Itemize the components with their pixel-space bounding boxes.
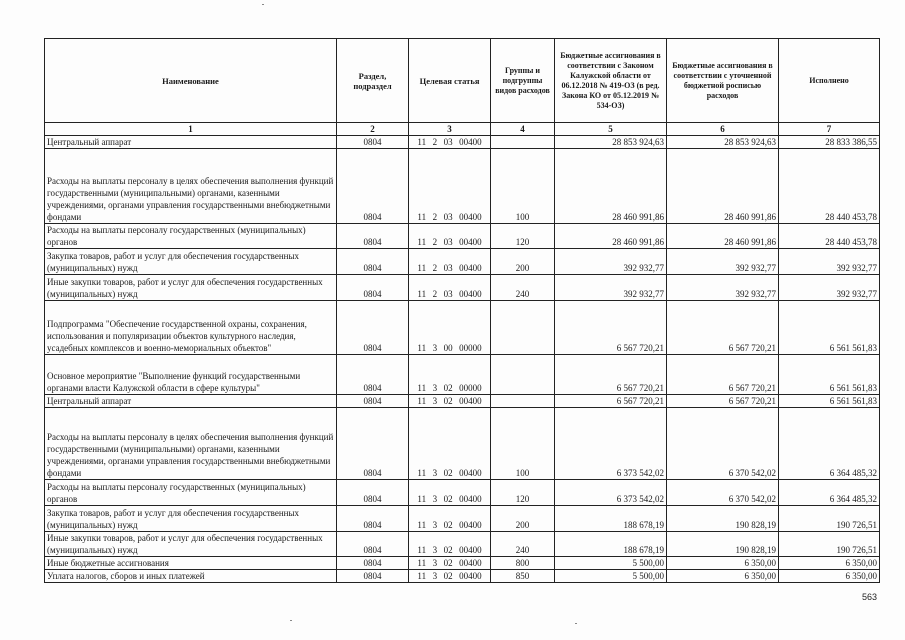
- header-target-article: Целевая статья: [409, 39, 491, 123]
- row-expense-group: 120: [491, 224, 555, 249]
- table-row: [45, 301, 880, 355]
- row-razdel: 0804: [337, 480, 409, 506]
- row-executed: 28 440 453,78: [779, 149, 880, 224]
- table-header-row: [45, 39, 880, 123]
- row-executed: 190 726,51: [779, 532, 880, 557]
- row-assign-law: 188 678,19: [555, 506, 667, 532]
- row-target-article: 11 3 02 00400: [409, 395, 491, 408]
- row-name: Основное мероприятие "Выполнение функций государственными органами власти Калужской области в сфере культуры": [45, 355, 337, 395]
- header-executed: Исполнено: [779, 39, 880, 123]
- row-target-article: 11 3 02 00400: [409, 506, 491, 532]
- header-assign-law: Бюджетные ассигнования в соответствии с Законом Калужской области от 06.12.2018 № 419-ОЗ (в ред. Закона КО от 05.12.2019 № 534-ОЗ): [555, 39, 667, 123]
- scan-speck: [575, 623, 577, 624]
- row-name: Центральный аппарат: [45, 395, 337, 408]
- row-expense-group: 100: [491, 149, 555, 224]
- row-assign-refined: 190 828,19: [667, 532, 779, 557]
- row-expense-group: 100: [491, 408, 555, 480]
- row-name: Закупка товаров, работ и услуг для обеспечения государственных (муниципальных) нужд: [45, 249, 337, 275]
- row-assign-law: 6 373 542,02: [555, 408, 667, 480]
- row-target-article: 11 2 03 00400: [409, 149, 491, 224]
- row-name: Расходы на выплаты персоналу в целях обеспечения выполнения функций государственными (муниципальными) органами, казенными учреждениями, органами управления государственными внебюджетными фондами: [45, 149, 337, 224]
- row-assign-refined: 6 567 720,21: [667, 395, 779, 408]
- column-number: 3: [409, 123, 491, 136]
- row-executed: 28 440 453,78: [779, 224, 880, 249]
- row-assign-law: 28 853 924,63: [555, 136, 667, 149]
- table-row: [45, 506, 880, 532]
- row-executed: 6 561 561,83: [779, 395, 880, 408]
- table-row: [45, 249, 880, 275]
- row-razdel: 0804: [337, 301, 409, 355]
- row-razdel: 0804: [337, 275, 409, 301]
- row-target-article: 11 3 02 00400: [409, 532, 491, 557]
- budget-table: [44, 38, 880, 583]
- row-expense-group: 240: [491, 275, 555, 301]
- row-assign-refined: 6 370 542,02: [667, 480, 779, 506]
- row-executed: 6 364 485,32: [779, 408, 880, 480]
- row-expense-group: [491, 395, 555, 408]
- table-row: [45, 149, 880, 224]
- row-target-article: 11 3 02 00000: [409, 355, 491, 395]
- row-target-article: 11 2 03 00400: [409, 275, 491, 301]
- column-number: 5: [555, 123, 667, 136]
- column-number-row: [45, 123, 880, 136]
- row-expense-group: 200: [491, 506, 555, 532]
- row-expense-group: 800: [491, 557, 555, 570]
- row-executed: 6 350,00: [779, 570, 880, 583]
- row-assign-refined: 6 350,00: [667, 557, 779, 570]
- row-expense-group: [491, 301, 555, 355]
- row-assign-law: 6 567 720,21: [555, 301, 667, 355]
- row-assign-law: 392 932,77: [555, 275, 667, 301]
- row-name: Расходы на выплаты персоналу в целях обеспечения выполнения функций государственными (муниципальными) органами, казенными учреждениями, органами управления государственными внебюджетными фондами: [45, 408, 337, 480]
- table-row: [45, 136, 880, 149]
- header-expense-groups: Группы и подгруппы видов расходов: [491, 39, 555, 123]
- row-razdel: 0804: [337, 408, 409, 480]
- row-name: Расходы на выплаты персоналу государственных (муниципальных) органов: [45, 224, 337, 249]
- row-executed: 190 726,51: [779, 506, 880, 532]
- table-row: [45, 557, 880, 570]
- row-target-article: 11 3 02 00400: [409, 570, 491, 583]
- column-number: 4: [491, 123, 555, 136]
- table-row: [45, 570, 880, 583]
- column-number: 1: [45, 123, 337, 136]
- row-target-article: 11 2 03 00400: [409, 249, 491, 275]
- column-number: 7: [779, 123, 880, 136]
- row-razdel: 0804: [337, 557, 409, 570]
- row-assign-refined: 6 350,00: [667, 570, 779, 583]
- row-expense-group: 240: [491, 532, 555, 557]
- row-name: Иные бюджетные ассигнования: [45, 557, 337, 570]
- row-expense-group: [491, 136, 555, 149]
- row-executed: 392 932,77: [779, 275, 880, 301]
- row-assign-law: 6 567 720,21: [555, 395, 667, 408]
- page-number: 563: [862, 592, 878, 602]
- row-executed: 392 932,77: [779, 249, 880, 275]
- row-target-article: 11 2 03 00400: [409, 136, 491, 149]
- row-assign-law: 28 460 991,86: [555, 149, 667, 224]
- table-row: [45, 275, 880, 301]
- row-assign-refined: 190 828,19: [667, 506, 779, 532]
- header-assign-refined: Бюджетные ассигнования в соответствии с уточненной бюджетной росписью расходов: [667, 39, 779, 123]
- row-name: Закупка товаров, работ и услуг для обеспечения государственных (муниципальных) нужд: [45, 506, 337, 532]
- table-row: [45, 408, 880, 480]
- row-expense-group: 200: [491, 249, 555, 275]
- row-name: Подпрограмма "Обеспечение государственной охраны, сохранения, использования и популяризации объектов культурного наследия, усадебных комплексов и военно-мемориальных объектов": [45, 301, 337, 355]
- row-target-article: 11 3 02 00400: [409, 557, 491, 570]
- header-name: Наименование: [45, 39, 337, 123]
- row-assign-law: 188 678,19: [555, 532, 667, 557]
- row-executed: 6 561 561,83: [779, 301, 880, 355]
- row-expense-group: 850: [491, 570, 555, 583]
- row-assign-refined: 6 567 720,21: [667, 355, 779, 395]
- header-razdel: Раздел, подраздел: [337, 39, 409, 123]
- row-executed: 28 833 386,55: [779, 136, 880, 149]
- table-row: [45, 480, 880, 506]
- row-target-article: 11 3 02 00400: [409, 480, 491, 506]
- row-assign-refined: 6 370 542,02: [667, 408, 779, 480]
- row-assign-law: 6 567 720,21: [555, 355, 667, 395]
- row-name: Иные закупки товаров, работ и услуг для обеспечения государственных (муниципальных) нужд: [45, 532, 337, 557]
- scan-speck: [290, 620, 292, 621]
- row-assign-refined: 392 932,77: [667, 275, 779, 301]
- row-assign-refined: 28 853 924,63: [667, 136, 779, 149]
- row-executed: 6 364 485,32: [779, 480, 880, 506]
- row-assign-law: 28 460 991,86: [555, 224, 667, 249]
- row-assign-law: 392 932,77: [555, 249, 667, 275]
- row-razdel: 0804: [337, 532, 409, 557]
- row-razdel: 0804: [337, 249, 409, 275]
- row-assign-refined: 6 567 720,21: [667, 301, 779, 355]
- table-row: [45, 532, 880, 557]
- row-razdel: 0804: [337, 355, 409, 395]
- row-assign-law: 6 373 542,02: [555, 480, 667, 506]
- row-name: Иные закупки товаров, работ и услуг для обеспечения государственных (муниципальных) нужд: [45, 275, 337, 301]
- row-razdel: 0804: [337, 224, 409, 249]
- row-razdel: 0804: [337, 570, 409, 583]
- row-target-article: 11 3 00 00000: [409, 301, 491, 355]
- row-name: Центральный аппарат: [45, 136, 337, 149]
- row-target-article: 11 2 03 00400: [409, 224, 491, 249]
- row-razdel: 0804: [337, 136, 409, 149]
- row-razdel: 0804: [337, 149, 409, 224]
- row-assign-refined: 392 932,77: [667, 249, 779, 275]
- row-target-article: 11 3 02 00400: [409, 408, 491, 480]
- row-assign-law: 5 500,00: [555, 557, 667, 570]
- row-executed: 6 350,00: [779, 557, 880, 570]
- row-name: Уплата налогов, сборов и иных платежей: [45, 570, 337, 583]
- table-row: [45, 224, 880, 249]
- column-number: 2: [337, 123, 409, 136]
- row-expense-group: [491, 355, 555, 395]
- row-expense-group: 120: [491, 480, 555, 506]
- column-number: 6: [667, 123, 779, 136]
- table-row: [45, 395, 880, 408]
- scan-speck: [262, 4, 264, 5]
- row-assign-law: 5 500,00: [555, 570, 667, 583]
- row-executed: 6 561 561,83: [779, 355, 880, 395]
- row-assign-refined: 28 460 991,86: [667, 224, 779, 249]
- row-assign-refined: 28 460 991,86: [667, 149, 779, 224]
- row-name: Расходы на выплаты персоналу государственных (муниципальных) органов: [45, 480, 337, 506]
- table-row: [45, 355, 880, 395]
- row-razdel: 0804: [337, 395, 409, 408]
- row-razdel: 0804: [337, 506, 409, 532]
